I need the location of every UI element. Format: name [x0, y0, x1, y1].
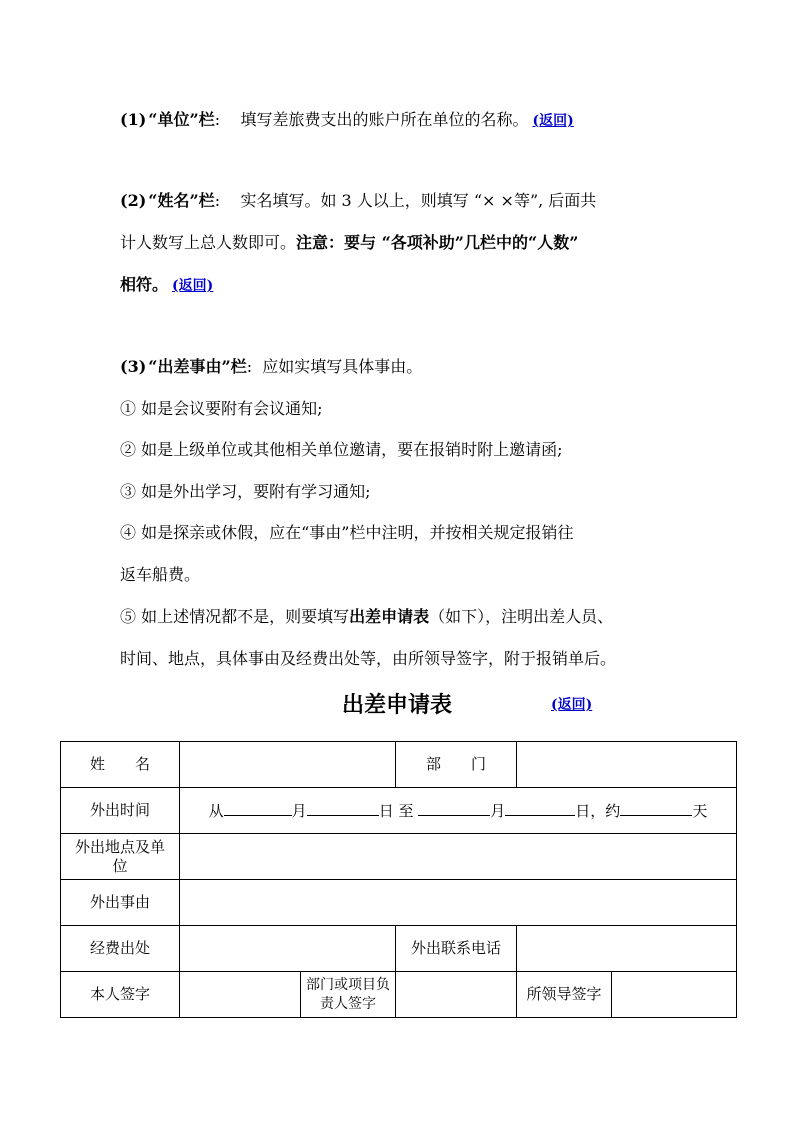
time-month: 月: [490, 801, 506, 820]
section-1: [120, 110, 574, 131]
section-3-colon: :: [246, 357, 253, 376]
section-2-text-2: 计人数写上总人数即可。: [120, 233, 297, 252]
section-2-label: “姓名”栏: [148, 191, 215, 210]
contact-phone-input-cell[interactable]: [517, 926, 737, 972]
time-input-cell[interactable]: [180, 788, 737, 834]
section-2-line-2: [120, 233, 578, 253]
self-signature-cell[interactable]: [180, 972, 301, 1018]
section-3-number: (3): [120, 357, 147, 376]
section-2-line-3: [120, 275, 213, 296]
list-item: ④ 如是探亲或休假，应在“事由”栏中注明，并按相关规定报销往: [120, 523, 574, 542]
return-link[interactable]: (返回): [172, 278, 214, 294]
time-from: 从: [208, 801, 224, 820]
fund-source-input-cell[interactable]: [180, 926, 396, 972]
place-label: 外出地点及单位: [61, 834, 180, 880]
name-input-cell[interactable]: [180, 742, 396, 788]
list-item: ② 如是上级单位或其他相关单位邀请，要在报销时附上邀请函;: [120, 440, 563, 459]
leader-signature-cell[interactable]: [612, 972, 737, 1018]
blank-line: [620, 801, 692, 816]
department-label: 部 门: [396, 742, 517, 788]
list-item: ③ 如是外出学习，要附有学习通知;: [120, 482, 371, 501]
section-2-text-1: 实名填写。如 3 人以上，则填写 “× ×等”, 后面共: [240, 191, 597, 210]
dept-head-signature-label: 部门或项目负责人签字: [301, 972, 396, 1018]
section-2-note: 注意：要与 “各项补助”几栏中的“人数”: [296, 233, 579, 252]
blank-line: [224, 801, 292, 816]
leader-signature-label: 所领导签字: [517, 972, 612, 1018]
section-2-colon: :: [214, 191, 221, 210]
blank-line: [307, 801, 379, 816]
list-item-5-line-2: 时间、地点，具体事由及经费出处等，由所领导签字，附于报销单后。: [120, 649, 617, 668]
fund-source-label: 经费出处: [61, 926, 180, 972]
section-3-text: 应如实填写具体事由。: [262, 357, 423, 376]
self-signature-label: 本人签字: [61, 972, 180, 1018]
blank-line: [505, 801, 575, 816]
return-link[interactable]: (返回): [532, 113, 574, 129]
section-2-line-1: [120, 191, 596, 211]
section-1-label: “单位”栏: [148, 110, 215, 129]
contact-phone-label: 外出联系电话: [396, 926, 517, 972]
section-1-number: (1): [120, 110, 147, 129]
time-label: 外出时间: [61, 788, 180, 834]
blank-line: [418, 801, 490, 816]
reason-input-cell[interactable]: [180, 880, 737, 926]
time-days: 天: [692, 801, 708, 820]
list-item-5: [120, 607, 613, 627]
list-item-5-form-name: 出差申请表: [349, 607, 430, 626]
place-input-cell[interactable]: [180, 834, 737, 880]
section-2-number: (2): [120, 191, 147, 210]
list-item: 返车船费。: [120, 565, 201, 584]
form-title: 出差申请表: [342, 693, 453, 718]
time-to: 至: [398, 801, 414, 820]
dept-head-signature-cell[interactable]: [396, 972, 517, 1018]
section-1-text: 填写差旅费支出的账户所在单位的名称。: [240, 110, 529, 129]
section-3-line-1: [120, 357, 422, 377]
section-1-colon: :: [214, 110, 221, 129]
time-day-about: 日，约: [575, 801, 621, 820]
department-input-cell[interactable]: [517, 742, 737, 788]
list-item-5-post: （如下），注明出差人员、: [429, 607, 614, 626]
list-item: ① 如是会议要附有会议通知;: [120, 399, 323, 418]
time-month: 月: [291, 801, 307, 820]
name-label: 姓 名: [61, 742, 180, 788]
time-day: 日: [378, 801, 394, 820]
application-form-table: [60, 741, 737, 1018]
reason-label: 外出事由: [61, 880, 180, 926]
return-link[interactable]: (返回): [551, 697, 593, 713]
list-item-5-pre: ⑤ 如上述情况都不是，则要填写: [120, 607, 350, 626]
section-3-label: “出差事由”栏: [148, 357, 247, 376]
section-2-note-end: 相符。: [120, 275, 169, 294]
